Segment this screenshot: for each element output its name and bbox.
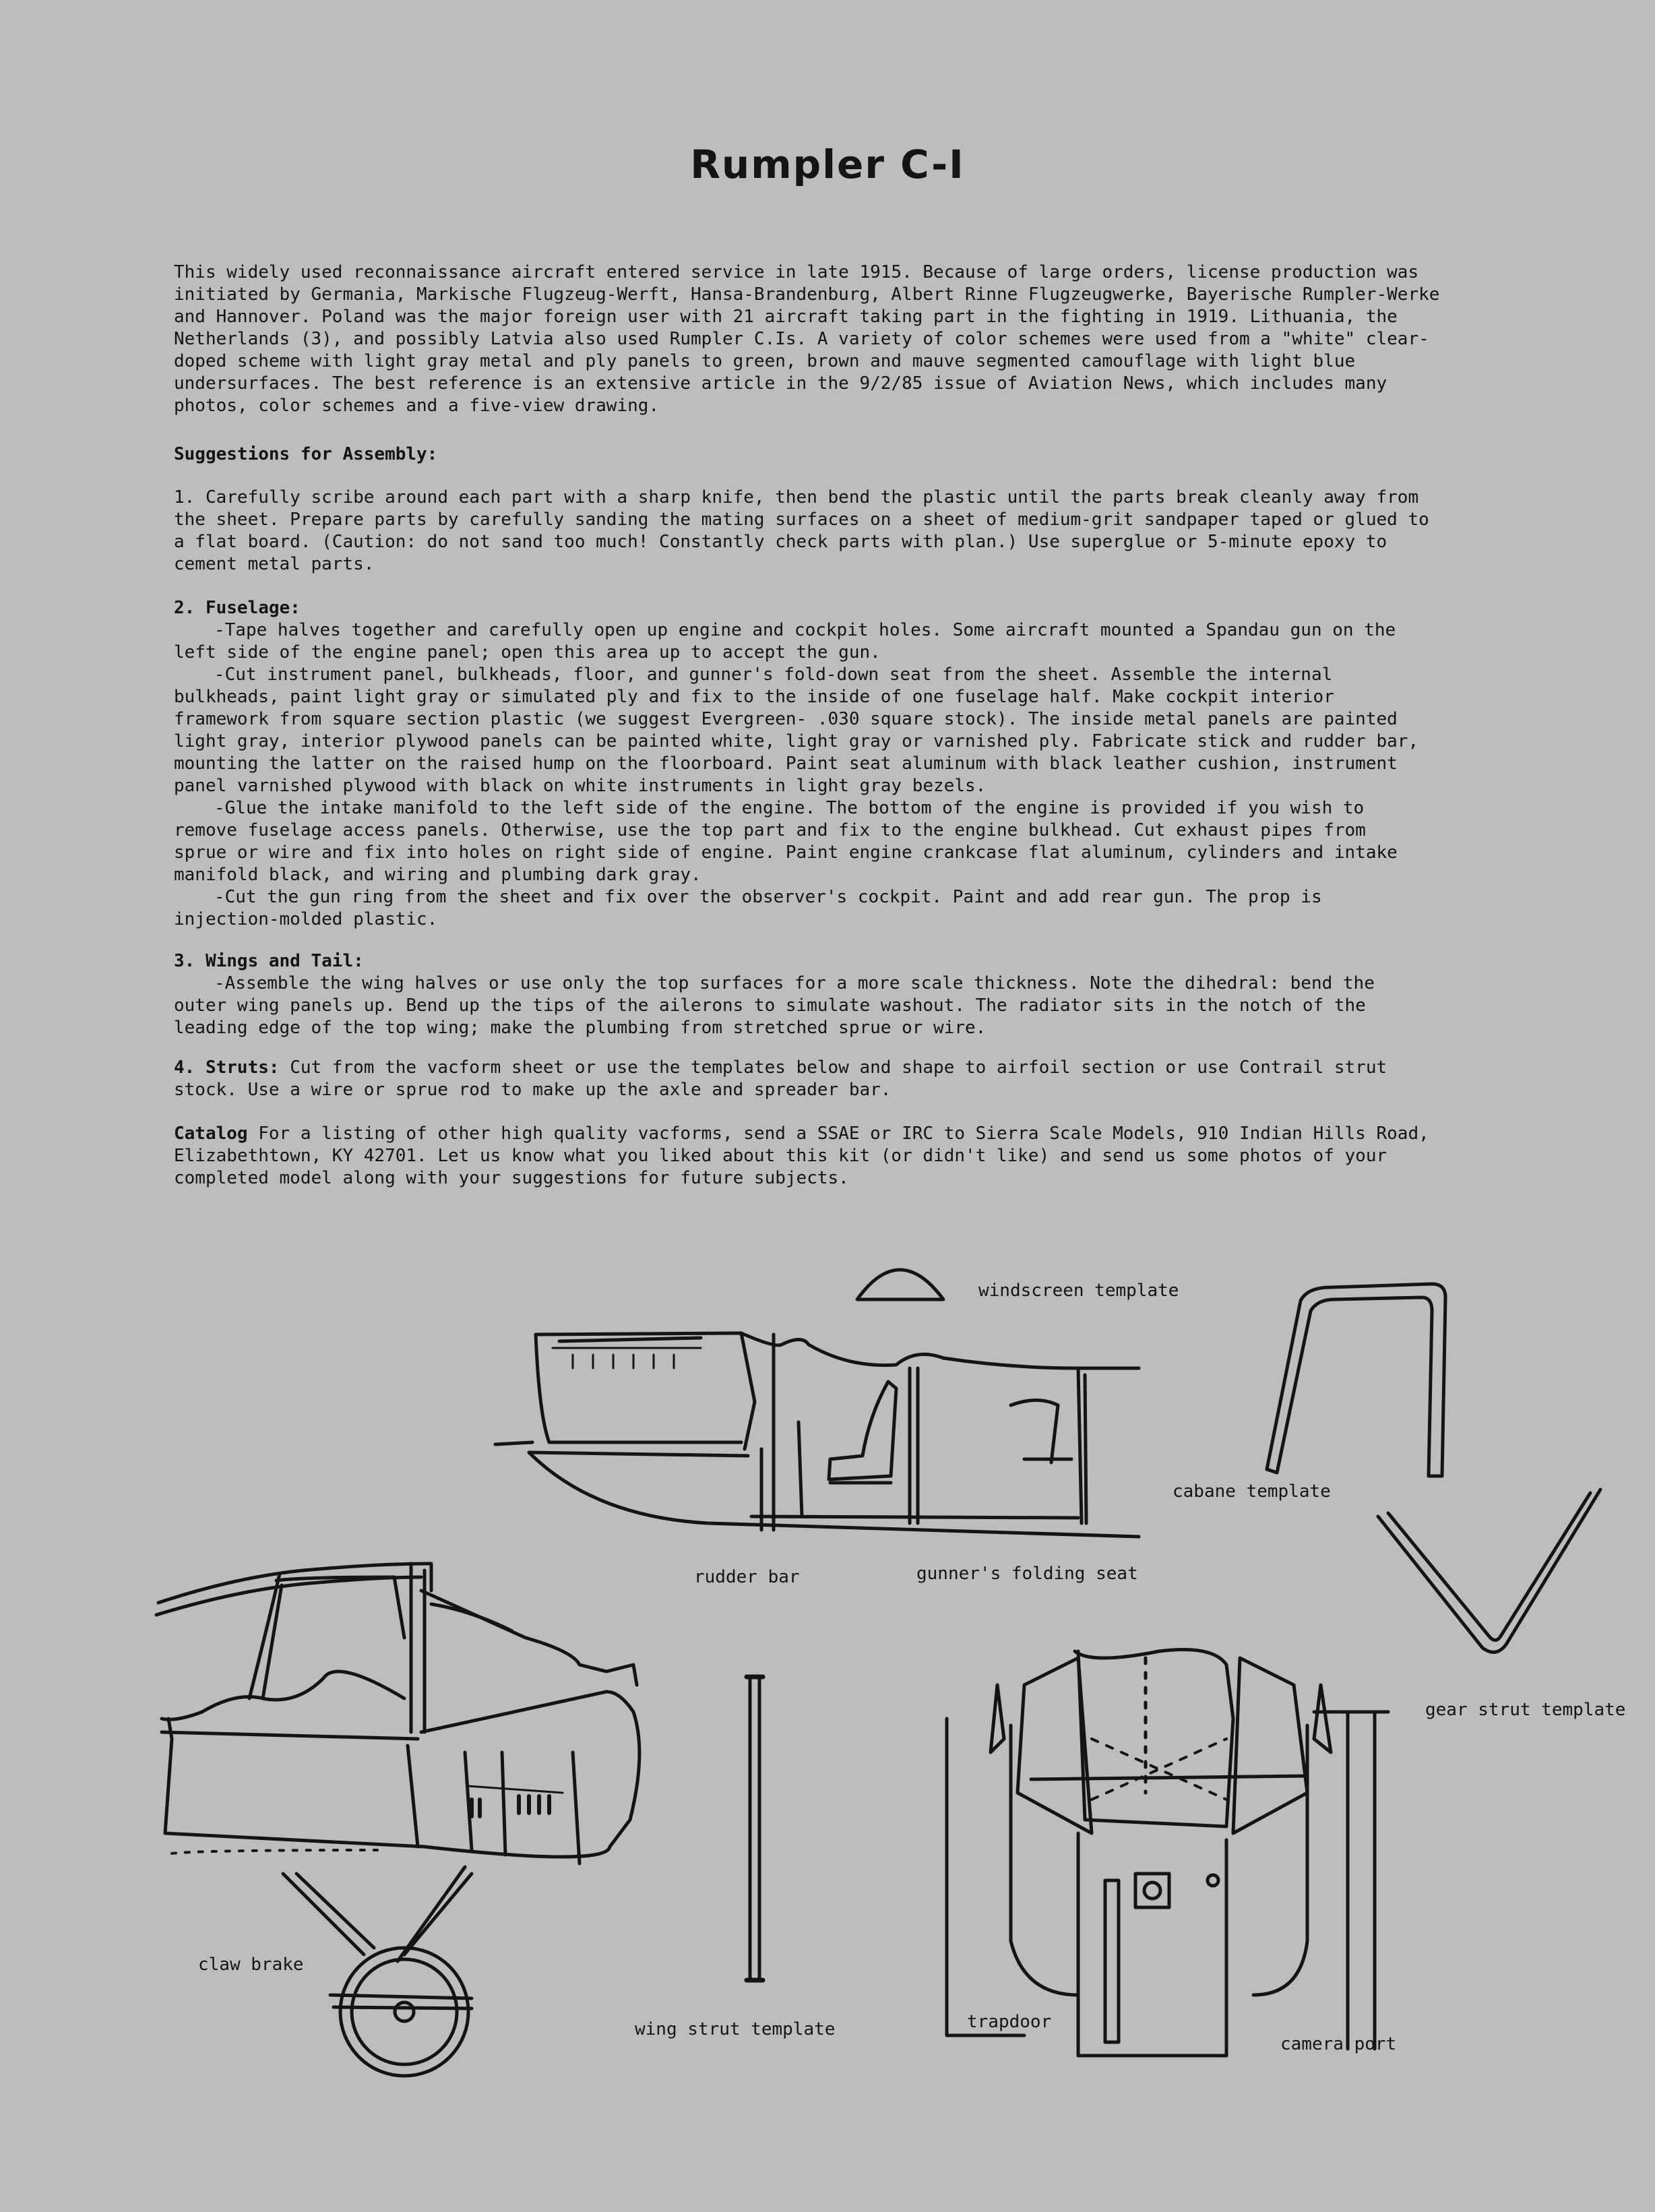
text-line: Elizabethtown, KY 42701. Let us know what you liked about this kit (or didn't like) and send us some photos of your (174, 1146, 1387, 1166)
text-line: -Glue the intake manifold to the left side of the engine. The bottom of the engine is provided if you wish to (214, 798, 1365, 818)
label-camera-port: camera port (1280, 2034, 1397, 2054)
text-line: stock. Use a wire or sprue rod to make up the axle and spreader bar. (174, 1080, 892, 1100)
text-line: manifold black, and wiring and plumbing dark gray. (174, 865, 701, 885)
text-line: initiated by Germania, Markische Flugzeug-Werft, Hansa-Brandenburg, Albert Rinne Flugzeugwerke, Bayerische Rumpler-Werke (174, 284, 1440, 305)
text-line: the sheet. Prepare parts by carefully sanding the mating surfaces on a sheet of medium-grit sandpaper taped or glued to (174, 510, 1429, 530)
text-line: panel varnished plywood with black on white instruments in light gray bezels. (174, 776, 987, 796)
label-cabane-template: cabane template (1173, 1481, 1331, 1502)
text-line: -Cut instrument panel, bulkheads, floor, and gunner's fold-down seat from the sheet. Assemble the internal (214, 665, 1333, 685)
text-line: a flat board. (Caution: do not sand too much! Constantly check parts with plan.) Use superglue or 5-minute epoxy to (174, 532, 1387, 552)
text-line: mounting the latter on the raised hump on the floorboard. Paint seat aluminum with black leather cushion, instrument (174, 754, 1398, 774)
text-line: light gray, interior plywood panels can be painted white, light gray or varnished ply. Fabricate stick and rudder bar, (174, 731, 1419, 751)
label-claw-brake: claw brake (198, 1955, 304, 1975)
gear-strut-template-drawing (1378, 1489, 1600, 1652)
text-line: doped scheme with light gray metal and ply panels to green, brown and mauve segmented camouflage with light blue (174, 351, 1356, 371)
label-rudder-bar: rudder bar (694, 1567, 800, 1587)
underside-view-drawing (947, 1650, 1388, 2056)
text-line: and Hannover. Poland was the major foreign user with 21 aircraft taking part in the fighting in 1919. Lithuania, the (174, 307, 1398, 327)
step-3-heading: 3. Wings and Tail: (174, 951, 364, 971)
assembly-heading: Suggestions for Assembly: (174, 444, 438, 464)
text-line: bulkheads, paint light gray or simulated ply and fix to the inside of one fuselage half. Make cockpit interior (174, 687, 1334, 707)
fuselage-interior-drawing (495, 1333, 1139, 1537)
text-line: photos, color schemes and a five-view drawing. (174, 396, 660, 416)
text-line: outer wing panels up. Bend up the tips of the ailerons to simulate washout. The radiator sits in the notch of the (174, 995, 1366, 1016)
label-gunners-folding-seat: gunner's folding seat (916, 1564, 1138, 1584)
text-line: leading edge of the top wing; make the plumbing from stretched sprue or wire. (174, 1018, 987, 1038)
text-line: This widely used reconnaissance aircraft entered service in late 1915. Because of large orders, license production was (174, 262, 1419, 282)
label-trapdoor: trapdoor (967, 2012, 1052, 2032)
label-windscreen-template: windscreen template (978, 1281, 1179, 1301)
text-line: Netherlands (3), and possibly Latvia also used Rumpler C.Is. A variety of color schemes were used from a "white" clear- (174, 329, 1429, 349)
text-line: framework from square section plastic (we suggest Evergreen- .030 square stock). The inside metal panels are painted (174, 709, 1398, 729)
step-2-heading: 2. Fuselage: (174, 598, 301, 618)
text-line: For a listing of other high quality vacforms, send a SSAE or IRC to Sierra Scale Models, 910 Indian Hills Road, (258, 1124, 1429, 1144)
text-line: 1. Carefully scribe around each part with a sharp knife, then bend the plastic until the parts break cleanly away from (174, 487, 1419, 508)
text-line: -Assemble the wing halves or use only the top surfaces for a more scale thickness. Note the dihedral: bend the (214, 973, 1375, 993)
text-line: completed model along with your suggestions for future subjects. (174, 1168, 849, 1188)
windscreen-template-drawing (857, 1270, 943, 1299)
nose-side-view-drawing (156, 1564, 639, 2076)
catalog-heading: Catalog (174, 1124, 248, 1144)
cabane-template-drawing (1267, 1284, 1445, 1476)
page-title: Rumpler C-I (690, 142, 965, 187)
text-line: -Tape halves together and carefully open up engine and cockpit holes. Some aircraft mounted a Spandau gun on the (214, 620, 1396, 640)
text-line: sprue or wire and fix into holes on right side of engine. Paint engine crankcase flat aluminum, cylinders and intake (174, 842, 1398, 863)
wing-strut-template-drawing (747, 1677, 763, 1980)
text-line: left side of the engine panel; open this area up to accept the gun. (174, 642, 881, 663)
text-line: -Cut the gun ring from the sheet and fix over the observer's cockpit. Paint and add rear gun. The prop is (214, 887, 1322, 907)
text-line: undersurfaces. The best reference is an extensive article in the 9/2/85 issue of Aviation News, which includes many (174, 373, 1387, 394)
label-gear-strut-template: gear strut template (1425, 1700, 1626, 1720)
step-4-heading: 4. Struts: (174, 1057, 280, 1078)
text-line: remove fuselage access panels. Otherwise, use the top part and fix to the engine bulkhead. Cut exhaust pipes from (174, 820, 1366, 840)
label-wing-strut-template: wing strut template (635, 2019, 836, 2039)
text-line: Cut from the vacform sheet or use the templates below and shape to airfoil section or use Contrail strut (290, 1057, 1387, 1078)
text-line: cement metal parts. (174, 554, 375, 574)
text-line: injection-molded plastic. (174, 909, 438, 929)
